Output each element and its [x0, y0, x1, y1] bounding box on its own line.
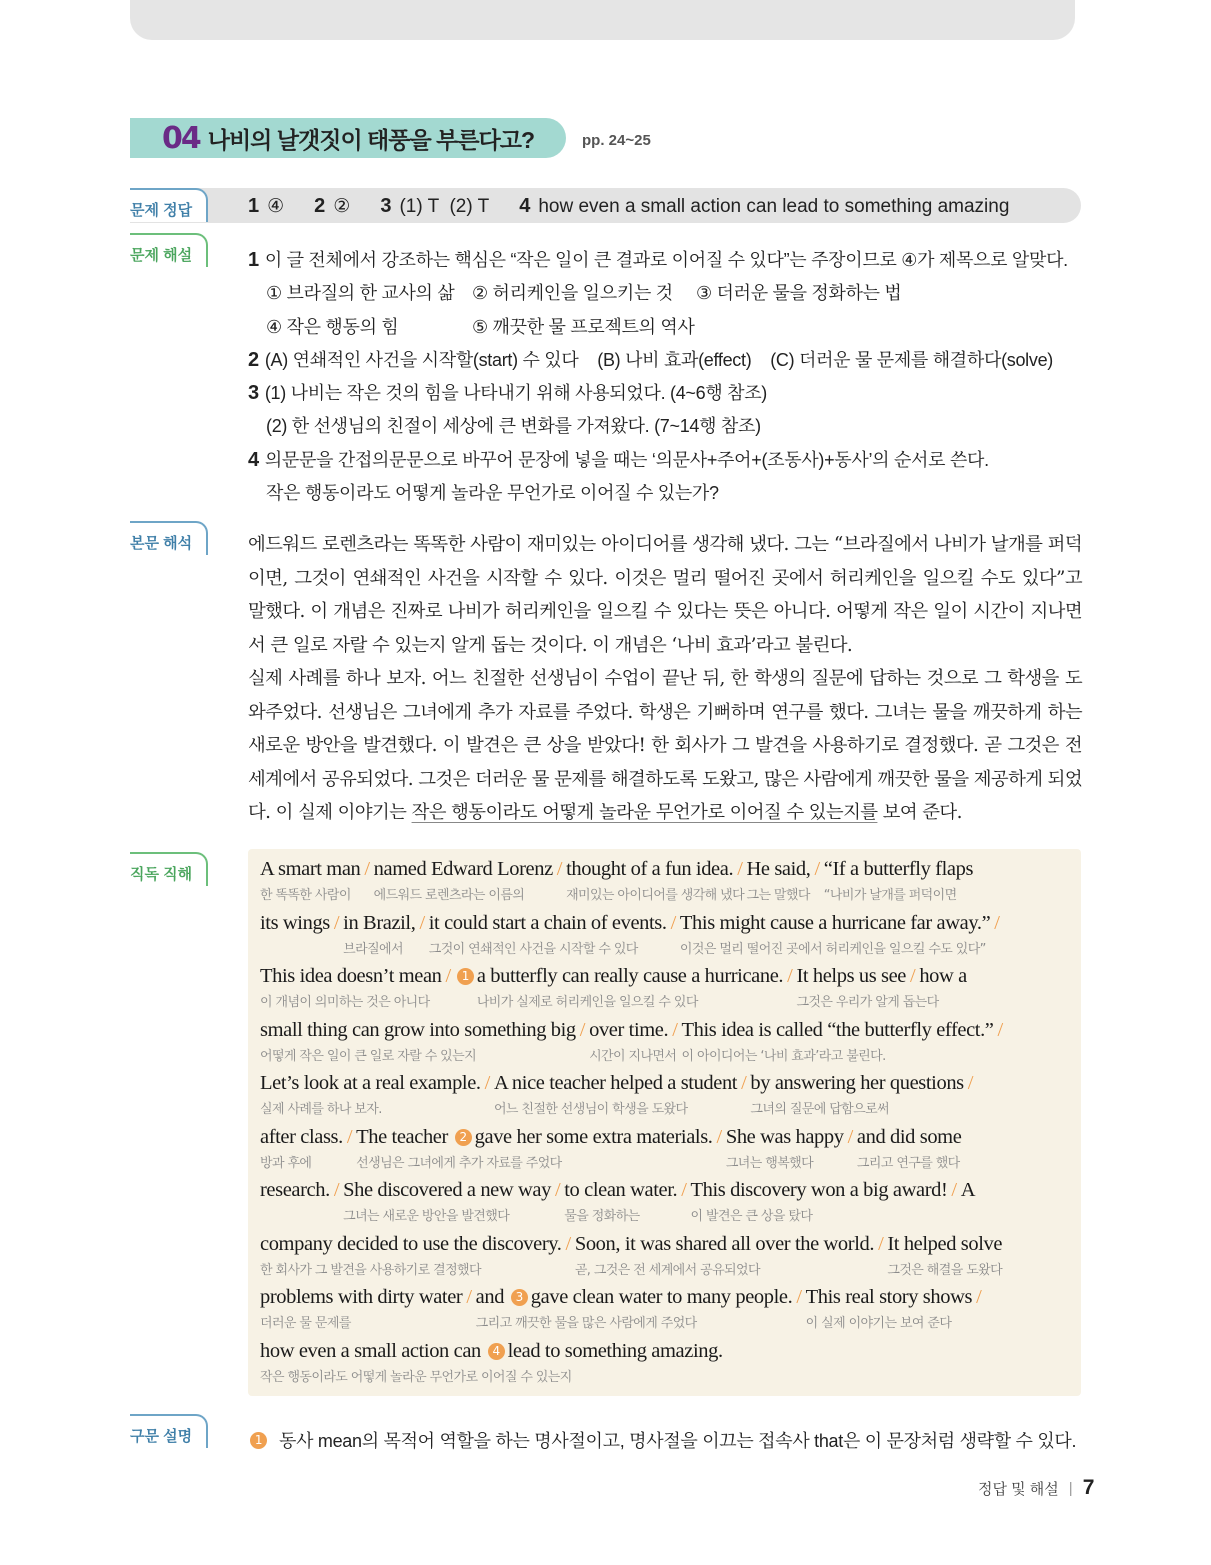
english-chunk: gave her some extra materials.	[474, 1125, 713, 1148]
english-chunk: She discovered a new way	[343, 1179, 551, 1201]
korean-gloss: 브라질에서	[343, 941, 403, 957]
english-chunk: The teacher	[356, 1125, 448, 1148]
reading-line	[260, 912, 1069, 966]
chunk-separator: /	[910, 965, 916, 987]
english-chunk: it could start a chain of events.	[428, 911, 667, 934]
english-chunk: thought of a fun idea.	[566, 858, 734, 880]
translation-text	[248, 528, 1082, 830]
english-chunk: This idea doesn’t mean	[260, 965, 442, 987]
chunk-separator: /	[445, 965, 451, 987]
english-chunk: This real story shows	[805, 1286, 973, 1308]
english-chunk: It helped solve	[887, 1232, 1003, 1255]
reading-chunk	[260, 1018, 576, 1064]
reading-chunk	[508, 1340, 723, 1363]
reading-chunk	[260, 1072, 481, 1117]
label-explanation: 문제 해설	[130, 233, 208, 267]
chunk-separator: /	[681, 1179, 687, 1201]
reading-line	[260, 965, 1069, 1019]
chunk-separator: /	[814, 858, 820, 880]
reading-chunk	[260, 858, 361, 903]
reading-chunk	[476, 965, 784, 1010]
page-reference: pp. 24~25	[582, 132, 651, 149]
korean-gloss: 에드워드 로렌츠라는 이름의	[373, 888, 525, 903]
answer-3: 3 (1) T (2) T	[380, 195, 490, 217]
reading-chunk	[746, 858, 811, 903]
chunk-separator: /	[419, 911, 425, 934]
chunk-separator: /	[670, 911, 676, 934]
english-chunk: named Edward Lorenz	[373, 858, 553, 880]
answer-2: 2 ②	[314, 195, 351, 217]
korean-gloss: 시간이 지나면서	[589, 1048, 677, 1064]
reading-chunk	[493, 1072, 738, 1117]
english-chunk: This idea is called “the butterfly effect.”	[681, 1018, 994, 1041]
chunk-separator: /	[976, 1286, 982, 1308]
reading-chunk	[805, 1286, 973, 1331]
english-chunk: problems with dirty water	[260, 1286, 463, 1308]
unit-title: 나비의 날갯짓이 태풍을 부른다고?	[207, 126, 535, 153]
reading-line	[260, 858, 1069, 912]
chunk-separator: /	[737, 858, 743, 880]
chunk-separator: /	[994, 911, 1000, 934]
korean-gloss: 한 똑똑한 사람이	[260, 888, 351, 903]
english-chunk: He said,	[746, 858, 811, 880]
chunk-separator: /	[878, 1232, 884, 1255]
footer-divider: |	[1068, 1479, 1073, 1497]
korean-gloss: 그녀의 질문에 답함으로써	[750, 1102, 890, 1117]
chunk-separator: /	[333, 1179, 340, 1201]
reading-line	[260, 1072, 1069, 1126]
top-banner	[130, 0, 1075, 40]
korean-gloss: 더러운 물 문제를	[260, 1316, 351, 1331]
korean-gloss: 한 회사가 그 발견을 사용하기로 결정했다	[260, 1262, 481, 1278]
english-chunk: research.	[260, 1179, 330, 1201]
explanation-3: 3 (1) 나비는 작은 것의 힘을 나타내기 위해 사용되었다. (4~6행 참조)	[248, 382, 767, 405]
reading-line	[260, 1126, 1069, 1180]
chunk-separator: /	[333, 911, 340, 934]
reading-line	[260, 1286, 1069, 1340]
footer-section: 정답 및 해설	[978, 1480, 1059, 1498]
korean-gloss: 그것이 연쇄적인 사건을 시작할 수 있다	[428, 941, 638, 957]
reading-chunk	[475, 1126, 713, 1149]
english-chunk: “If a butterfly flaps	[823, 858, 974, 880]
english-chunk: its wings	[260, 911, 330, 934]
chunk-separator: /	[672, 1018, 678, 1041]
translation-paragraph-1: 에드워드 로렌츠라는 똑똑한 사람이 재미있는 아이디어를 생각해 냈다. 그는 “브라질에서 나비가 날개를 퍼덕이면, 그것이 연쇄적인 사건을 시작할 수 있다. 이것은 멀리 떨어진 곳에서 허리케인을 일으킬 수도 있다”고 말했다. 이 개념은 진짜로 나비가 허리케인을 일으킬 수 있다는 뜻은 아니다. 어떻게 작은 일이 시간이 지나면서 큰 일로 자랄 수 있는지 알게 돕는 것이다. 이 개념은 ‘나비 효과’라고 불린다.	[248, 534, 1082, 656]
explanation-block	[248, 244, 1068, 510]
syntax-text: 동사 mean의 목적어 역할을 하는 명사절이고, 명사절을 이끄는 접속사 that은 이 문장처럼 생략할 수 있다.	[279, 1431, 1077, 1451]
explanation-4: 4 의문문을 간접의문문으로 바꾸어 문장에 넣을 때는 ‘의문사+주어+(조동사)+동사’의 순서로 쓴다.	[248, 448, 989, 471]
reading-chunk	[823, 858, 974, 903]
reading-chunk	[260, 1286, 463, 1331]
english-chunk: It helps us see	[796, 965, 907, 987]
korean-gloss: 이 실제 이야기는 보여 준다	[805, 1316, 952, 1331]
answers-row	[248, 195, 1039, 218]
explanation-4-line-2: 작은 행동이라도 어떻게 놀라운 무언가로 이어질 수 있는가?	[266, 483, 719, 504]
korean-gloss: 그녀는 행복했다	[725, 1155, 814, 1171]
reading-line	[260, 1233, 1069, 1287]
reading-line	[260, 1340, 1069, 1394]
english-chunk: A nice teacher helped a student	[493, 1072, 738, 1094]
reading-chunk	[260, 965, 442, 1010]
reading-chunk	[796, 965, 939, 1010]
reading-chunk	[961, 1179, 975, 1202]
label-syntax: 구문 설명	[130, 1414, 208, 1448]
chunk-separator: /	[364, 858, 370, 880]
chunk-separator: /	[741, 1072, 747, 1094]
reading-chunk	[574, 1232, 875, 1278]
korean-gloss: 실제 사례를 하나 보자.	[260, 1102, 382, 1117]
reading-chunk	[589, 1018, 677, 1064]
chunk-separator: /	[796, 1286, 802, 1308]
reading-chunk	[690, 1179, 948, 1224]
korean-gloss: 나비가 실제로 허리케인을 일으킬 수 있다	[476, 995, 698, 1010]
explanation-1: 1 이 글 전체에서 강조하는 핵심은 “작은 일이 큰 결과로 이어질 수 있다”는 주장이므로 ④가 제목으로 알맞다.	[248, 249, 1068, 271]
english-chunk: to clean water.	[564, 1179, 678, 1201]
english-chunk: This might cause a hurricane far away.”	[679, 911, 991, 934]
english-chunk: in Brazil,	[343, 911, 416, 934]
direct-reading-box	[248, 849, 1081, 1396]
label-direct-reading: 직독 직해	[130, 852, 208, 886]
translation-paragraph-2: 실제 사례를 하나 보자. 어느 친절한 선생님이 수업이 끝난 뒤, 한 학생의 질문에 답하는 것으로 그 학생을 도와주었다. 선생님은 그녀에게 추가 자료를 주었다. 학생은 기뻐하며 연구를 했다. 그녀는 물을 깨끗하게 하는 새로운 방안을 발견했다. 이 발견은 큰 상을 받았다! 한 회사가 그 발견을 사용하기로 결정했다. 곧 그것은 전 세계에서 공유되었다. 그것은 더러운 물 문제를 해결하도록 도왔고, 많은 사람에게 깨끗한 물을 제공하게 되었다. 이 실제 이야기는 작은 행동이라도 어떻게 놀라운 무언가로 이어질 수 있는지를 보여 준다.	[248, 668, 1082, 823]
korean-gloss: 곧, 그것은 전 세계에서 공유되었다	[574, 1262, 760, 1278]
reading-chunk	[681, 1018, 994, 1064]
reading-chunk	[260, 912, 330, 935]
korean-gloss: 작은 행동이라도 어떻게 놀라운 무언가로 이어질 수 있는지	[260, 1369, 572, 1385]
options-row-1: ① 브라질의 한 교사의 삶 ② 허리케인을 일으키는 것 ③ 더러운 물을 정화하는 법	[266, 283, 902, 304]
korean-gloss: 이것은 멀리 떨어진 곳에서 허리케인을 일으킬 수도 있다”	[679, 941, 986, 957]
chunk-separator: /	[967, 1072, 974, 1094]
english-chunk: Soon, it was shared all over the world.	[574, 1232, 875, 1255]
options-row-2: ④ 작은 행동의 힘 ⑤ 깨끗한 물 프로젝트의 역사	[266, 316, 695, 337]
reading-chunk	[887, 1232, 1003, 1278]
page-number: 7	[1082, 1476, 1095, 1499]
reading-chunk	[428, 911, 667, 957]
english-chunk: Let’s look at a real example.	[260, 1072, 481, 1094]
reading-chunk	[373, 858, 553, 903]
korean-gloss: 이 개념이 의미하는 것은 아니다	[260, 995, 430, 1010]
korean-gloss: 이 발견은 큰 상을 탔다	[690, 1209, 813, 1224]
chunk-separator: /	[847, 1125, 853, 1148]
chunk-separator: /	[554, 1179, 561, 1201]
answer-1: 1 ④	[248, 195, 285, 217]
reading-chunk	[679, 911, 991, 957]
reading-chunk	[356, 1125, 562, 1171]
number-marker-icon: 4	[488, 1343, 505, 1360]
syntax-note	[248, 1427, 1076, 1453]
reading-chunk	[725, 1125, 844, 1171]
korean-gloss: 어느 친절한 선생님이 학생을 도왔다	[493, 1102, 688, 1117]
english-chunk: and did some	[856, 1125, 962, 1148]
reading-chunk	[260, 1232, 562, 1278]
unit-title-banner	[130, 118, 566, 158]
reading-chunk	[260, 1179, 330, 1202]
chunk-separator: /	[716, 1125, 722, 1148]
page-footer	[978, 1476, 1094, 1500]
reading-chunk	[566, 858, 745, 903]
chunk-separator: /	[579, 1018, 586, 1041]
english-chunk: company decided to use the discovery.	[260, 1232, 562, 1255]
korean-gloss: 방과 후에	[260, 1155, 312, 1171]
reading-line	[260, 1179, 1069, 1233]
korean-gloss: 그는 말했다	[746, 888, 810, 903]
korean-gloss: 물을 정화하는	[564, 1209, 640, 1224]
chunk-separator: /	[997, 1018, 1003, 1041]
label-translation: 본문 해석	[130, 521, 208, 555]
english-chunk: small thing can grow into something big	[260, 1018, 576, 1041]
english-chunk: A	[960, 1179, 976, 1201]
number-marker-icon: 1	[457, 968, 474, 985]
korean-gloss: 어떻게 작은 일이 큰 일로 자랄 수 있는지	[260, 1048, 477, 1064]
korean-gloss: “나비가 날개를 퍼덕이면	[823, 888, 957, 903]
reading-chunk	[531, 1286, 793, 1309]
answer-4: 4 how even a small action can lead to something amazing	[519, 195, 1010, 217]
english-chunk: a butterfly can really cause a hurricane.	[476, 965, 784, 987]
chunk-separator: /	[787, 965, 793, 987]
english-chunk: and	[475, 1286, 505, 1308]
reading-chunk	[260, 1339, 572, 1385]
reading-chunk	[260, 1125, 343, 1171]
korean-gloss: 선생님은 그녀에게 추가 자료를 주었다	[356, 1155, 562, 1171]
chunk-separator: /	[951, 1179, 957, 1201]
korean-gloss: 이 아이디어는 ‘나비 효과’라고 불린다.	[681, 1048, 886, 1064]
reading-chunk	[564, 1179, 678, 1224]
chunk-separator: /	[346, 1125, 353, 1148]
number-marker-icon: 2	[455, 1129, 472, 1146]
reading-chunk	[919, 965, 967, 988]
label-answers: 문제 정답	[130, 188, 208, 222]
chunk-separator: /	[565, 1232, 571, 1255]
korean-gloss: 그녀는 새로운 방안을 발견했다	[343, 1209, 510, 1224]
chunk-separator: /	[466, 1286, 472, 1308]
english-chunk: A smart man	[260, 858, 361, 880]
reading-chunk	[343, 911, 416, 957]
korean-gloss: 재미있는 아이디어를 생각해 냈다	[566, 888, 745, 903]
chunk-separator: /	[484, 1072, 490, 1094]
unit-number: 04	[162, 120, 200, 156]
korean-gloss: 그리고 깨끗한 물을 많은 사람에게 주었다	[475, 1316, 697, 1331]
reading-chunk	[856, 1125, 962, 1171]
english-chunk: after class.	[260, 1125, 343, 1148]
reading-chunk	[750, 1072, 964, 1117]
explanation-3-line-2: (2) 한 선생님의 친절이 세상에 큰 변화를 가져왔다. (7~14행 참조)	[266, 416, 761, 437]
explanation-2: 2 (A) 연쇄적인 사건을 시작할(start) 수 있다 (B) 나비 효과(effect) (C) 더러운 물 문제를 해결하다(solve)	[248, 348, 1053, 371]
number-marker-icon: 3	[511, 1289, 528, 1306]
korean-gloss: 그것은 해결을 도왔다	[887, 1262, 1003, 1278]
reading-line	[260, 1019, 1069, 1073]
english-chunk: lead to something amazing.	[507, 1339, 723, 1362]
korean-gloss: 그것은 우리가 알게 돕는다	[796, 995, 939, 1010]
english-chunk: gave clean water to many people.	[530, 1286, 793, 1308]
english-chunk: She was happy	[725, 1125, 844, 1148]
english-chunk: how even a small action can	[260, 1339, 481, 1362]
number-marker-icon: 1	[250, 1432, 267, 1449]
reading-chunk	[343, 1179, 551, 1224]
english-chunk: how a	[919, 965, 967, 987]
korean-gloss: 그리고 연구를 했다	[856, 1155, 960, 1171]
english-chunk: This discovery won a big award!	[690, 1179, 948, 1201]
english-chunk: by answering her questions	[750, 1072, 964, 1094]
english-chunk: over time.	[589, 1018, 669, 1041]
chunk-separator: /	[556, 858, 563, 880]
